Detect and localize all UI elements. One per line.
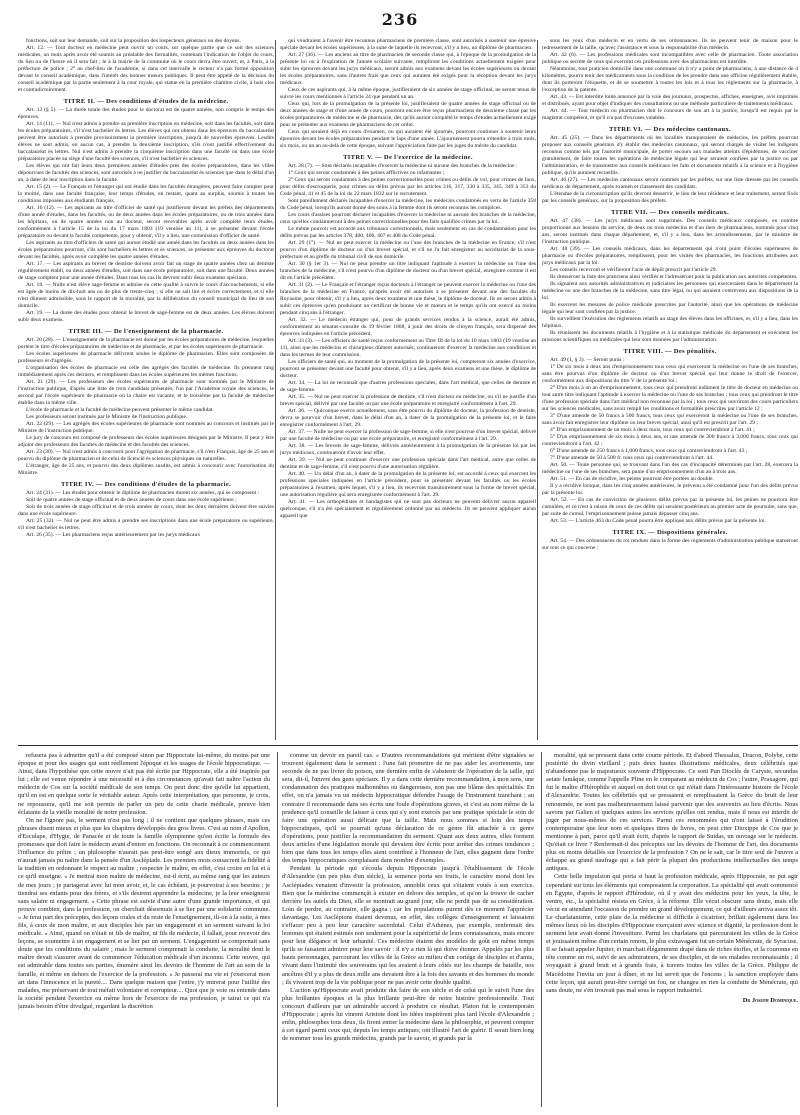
law-paragraph: L'organisation des écoles de pharmacie est celle des agrégés des facultés de médecine. Ils prennent rang immédiatement après ces derniers, et remplissent dans les écoles supérieures les mêmes fonctions.: [18, 365, 274, 378]
law-paragraph: Le jury de concours est composé de professeurs des écoles supérieures désignés par le Ministre. Il peut y être adjoint des professeurs des facultés de médecine et des facultés des sciences.: [18, 435, 274, 448]
column-divider: [275, 40, 276, 740]
law-paragraph: 2° D'un mois à un an d'emprisonnement, tous ceux qui prendront indûment le titre de docteur en médecine ou tout autre titre indiquant l'aptitude à exercer la médecine ou l'une de ses branches ; tous ceux qui prendront le titre d'une profession spéciale dans l'art médical non reconnue par la loi ; tous ceux qui ouvriront des cours particuliers sur les sciences médicales, sans avoir rempli les conditions et formalités prescrites par l'article 12 ;: [542, 385, 798, 412]
column-divider: [277, 752, 278, 1107]
law-paragraph: Néanmoins, tout praticien domicilié dans une commune où il n'y a point de pharmaciens, à une distance de 4 kilomètres, pourra tenir des médicaments sous la condition de les prendre dans une officine régulièrement établie, dont ils porteront l'étiquette, et de se soumettre à toutes les lois et à tous les règlements sur la pharmacie, à l'exception de la patente.: [542, 66, 798, 93]
law-paragraph: qui voudraient à l'avenir être reconnus pharmaciens de première classe, sont autorisés à soutenir une épreuve spéciale devant les écoles supérieures, à la suite de laquelle ils recevront, s'il y a lieu, un diplôme de pharmacien.: [280, 38, 536, 51]
article-paragraph: refusera pas à admettre qu'il a été composé sinon par Hippocrate lui-même, du moins par une époque et pour des usages qui sont réellement l'époque et les usages de l'école hippocratique. — Ainsi, dans l'hypothèse que cette œuvre n'ait pas été écrite par Hippocrate, elle a été inspirée par lui ; elle est venue répondre à une nécessité et à des circonstances qu'avait fait naître l'action du médecin de Cos sur la société médicale de son temps. On peut donc dire qu'elle lui appartient, qu'il en est en quelque sorte le véritable auteur. Après cette interprétation, que personne, je crois, ne repoussera, qu'il me soit permis de parler un peu de cette charte médicale, preuve bien éclatante de la vieille moralité de notre profession.: [18, 752, 270, 816]
section-heading: TITRE VIII. — Des pénalités.: [623, 348, 717, 355]
section-heading: TITRE VI. — Des médecins cantonaux.: [609, 126, 731, 133]
law-paragraph: Art. 32. — Le médecin étranger qui, pour de grands services rendus à la science, aurait été admis, conformément au sénatus-consulte du 19 février 1808, à jouir des droits de citoyen français, sera dispensé des épreuves indiquées en l'article précédent.: [280, 317, 536, 337]
article-paragraph: comme un devoir en pareil cas. » D'autres recommandations qui méritent d'être signalées se trouvent également dans le serment : l'une fait promettre de ne pas aider les avortements, une seconde de ne pas livrer du poison, une dernière enfin de s'abstenir de l'opération de la taille, qui sera, dit-il, l'œuvre des gens spéciaux. Il y a dans cette dernière recommandation, à mon sens, une condamnation des pratiques malhonnêtes ou dangereuses, non pas une blâme des spécialités. En effet, on n'a jamais vu un médecin hippocratique défendre l'usage de l'instrument tranchant ; au contraire il recommande dans ses écrits une foule d'opérations graves, et c'est au nom même de la prudence qu'il conseille de laisser à ceux qui s'y sont exercés par une pratique spéciale le soin de faire une opération aussi délicate que la taille. Mais nous sommes si loin des temps hippocratiques, qu'il se pourrait qu'une déclaration de ce genre fût attachée à ce genre d'opérations, pour justifier la recommandation du serment. Quant aux deux autres, elles forment deux articles d'une législation morale qui devaient être écrits pour arrêter des crimes tendances ; bien que dans tous les temps elles aient contribué à l'honneur de l'art, elles gagnent dans l'ordre des temps hippocratiques complaisant dans nombre d'exemples.: [282, 752, 534, 865]
law-paragraph: 5° D'un emprisonnement de six mois à deux ans, et une amende de 300 francs à 3,000 francs, tous ceux qui contreviendront à l'art. 42 ;: [542, 434, 798, 447]
law-paragraph: Art. 54. — Des ordonnances du roi rendues dans la forme des règlements d'administration publique statueront sur tout ce qui concerne :: [542, 538, 798, 551]
law-paragraph: Art. 47 (38). — Les jurys médicaux sont supprimés. Des conseils médicaux composés, en nombre proportionné aux besoins du service, de deux ou trois médecins et d'un tiers de pharmaciens, nommés pour cinq ans, seront institués dans chaque département, et, s'il y a lieu, dans les arrondissements, par le ministre de l'instruction publique.: [542, 218, 798, 245]
law-paragraph: Art. 14 (11). — Nul n'est admis à prendre sa première inscription en médecine, soit dans les facultés, soit dans les écoles préparatoires, s'il n'est bachelier ès lettres. Les élèves qui ont obtenu dans les épreuves du baccalauréat peuvent être autorisés à prendre provisoirement la première inscription, jusqu'à de nouvelles épreuves. Lesdits élèves ne sont admis, en aucun cas, à prendre la deuxième inscription, s'ils n'ont justifié effectivement du baccalauréat ès lettres. Nul n'est admis à prendre la cinquième inscription dans une faculté ou dans une école préparatoire placée au siège d'une faculté des sciences, s'il n'est bachelier ès sciences.: [18, 121, 274, 162]
law-paragraph: Ceux qui seraient déjà en cours d'examen, ou qui auraient été ajournés, pourront continuer à soutenir leurs épreuves devant les écoles préparatoires pendant le laps d'une année. L'ajournement pourra s'étendre à trois mois, six mois, ou un an au-delà de cette époque, suivant l'appréciation faite par les juges du mérite du candidat.: [280, 129, 536, 149]
article-paragraph: moralité, qui se pressent dans cette courte période. Et d'abord Thessalus, Dracon, Polybe, cette postérité du divin vieillard ; puis deux hautes illustrations médicales, deux célébrités que n'abandonne pas le majestueux souvenir d'Hippocrate. Ce sont Pun Dioclès de Caryste, secundus aetate famâque, comme l'appelle Pline en le comparant au médecin de Cos ; l'autre, Praxagore, qui fut le maître d'Hérophile et auquel on doit tout ce qui n'était dans l'intéressante histoire de l'école d'Alexandrie. Toutes les célébrités qui se pressaient et remplissaient la Grèce du bruit de leur renommée, ne sont pas malheureusement laissé parvenir que des souvenirs au lieu d'écrits. Nous savons par Galien et quelques autres les services qu'elles ont rendus, mais il nous est interdit de juger par nous-mêmes de ces services. Parmi ces renommées qui n'ont laissé à l'érudition contemporaine que leur nom et quelques titres de livres, on peut citer Dioxippe de Cos que je mentionne à part, parce qu'il avait écrit, d'après le rapport de Suidas, un ouvrage sur le médecin. Qu'était ce livre ? Renfermait-il des préceptes sur les devoirs de l'homme de l'art, des documents plus ou moins détaillés sur l'exercice de la profession ? On ne le sait, car le titre seul de l'œuvre a échappé au grand naufrage qui a fait périr la plupart des productions intellectuelles des temps antiques.: [546, 752, 798, 873]
article-column-1: [18, 752, 270, 1107]
law-paragraph: Les élèves qui ont fait leurs deux premières années d'études près des écoles préparatoires, dans les villes dépourvues de facultés des sciences, sont autorisés à ne justifier du baccalauréat ès sciences que dans le délai d'un an, à dater de leur inscription dans la faculté.: [18, 163, 274, 183]
law-paragraph: Art. 21 (29). — Les professeurs des écoles supérieures de pharmacie sont nommés par le Ministre de l'instruction publique, d'après une liste de trois candidats présentés, l'un par l'Académie royale des sciences, le second par l'école supérieure de pharmacie où la chaire est vacante, et le troisième par la faculté de médecine établie dans la même ville.: [18, 379, 274, 406]
law-paragraph: Art. 22 (29). — Les agrégés des écoles supérieures de pharmacie sont nommés au concours et institués par le Ministre de l'instruction publique.: [18, 421, 274, 434]
law-paragraph: Art. 48 (39). — Les conseils médicaux, dans les départements qui n'ont point d'écoles supérieures de pharmacie ou d'écoles préparatoires, remplissent, pour les visites des pharmacies, les fonctions attribuées aux jurys médicaux par la loi.: [542, 246, 798, 266]
section-divider: [18, 745, 798, 746]
section-heading: TITRE VII. — Des conseils médicaux.: [611, 209, 729, 216]
law-paragraph: Art. 38. — Les brevets de sage-femme, délivrés antérieurement à la promulgation de la présente loi par les jurys médicaux, continueront d'avoir leur effet.: [280, 443, 536, 456]
law-paragraph: Les conseils recevront et vérifieront l'acte de dépôt prescrit par l'article 29.: [550, 267, 717, 273]
article-column-3: [546, 752, 798, 1107]
law-paragraph: Art. 18. — Nulle n'est élève sage-femme et admise en cette qualité à suivre le cours d'accouchements, si elle est âgée de moins de dix-huit ans ou de plus de trente-cinq ; si elle ne sait lire et écrire correctement, et si elle n'est dûment admissible, sous le rapport de la moralité, par la délibération du conseil municipal du lieu de son domicile.: [18, 282, 274, 309]
law-paragraph: L'étendue de la circonscription qu'ils devront desservir, le lieu de leur résidence et leur traitement, seront fixés par les conseils généraux, sur la proposition des préfets.: [542, 191, 798, 204]
law-paragraph: Le même pouvoir est accordé aux tribunaux correctionnels, mais seulement en cas de condamnation pour les délits prévus par les articles 378, 400, 406, 407 et 408 du Code pénal.: [280, 226, 536, 239]
law-paragraph: Ils dresseront la liste des praticiens ainsi vérifiés et l'adresseront pour la publication aux autorités compétentes.: [550, 274, 798, 280]
law-paragraph: 2° Ceux qui seront condamnés à des peines correctionnelles pour crimes ou délits de vol, pour crimes de faux, pour délits d'escroquerie, pour crimes ou délits prévus par les articles 316, 317, 330 à 335, 345, 349 à 353 du Code pénal, 41 et 45 de la loi du 22 mars 1832 sur le recrutement.: [280, 177, 536, 197]
article-paragraph: Cette belle impulsion qui porta si haut la profession médicale, après Hippocrate, ne put agir cependant sur tous les éléments qui composaient la corporation. La spécialité qui avait commencé en Égypte, d'après le rapport d'Hérodote, où il y avait des médecins pour les yeux, la tête, le ventre, etc., la spécialité résista en Grèce, à la réforme. Elle vécut obscure sans doute, mais elle vécut en attendant l'occasion de prendre un grand développement, ce qui d'ailleurs arriva assez tôt. Le charlatanisme, cette plaie de la médecine si difficile à cicatriser, brillait également dans les mêmes lieux où les disciples d'Hippocrate exerçaient avec science et dignité, la profession dont le serment leur avait donné l'investiture. Parmi les charlatans qui parcouraient les villes de la Grèce et jouissaient même d'un certain renom, le plus extravagant fut un certain Ménécrate, de Syracuse. Il se faisait appeler Jupiter, et marchait élégamment drapé dans de riches étoffes, et la couronne en tête comme un roi, suivi de ses admirateurs, de ses disciples, et de ses malades reconnaissants ; il voyageait à grand bruit et à grands frais, à travers toutes les villes de la Grèce. Philippe de Macédoine l'invita un jour à dîner, et ne lui servit que de l'encens ; la sanction employée dans cette leçon, qui aurait peut-être corrigé un fou, ne changea en rien la conduite de Ménécrate, qui sans doute, ne s'en trouvait pas mal sous le rapport industriel.: [546, 873, 798, 994]
law-column-3: [542, 38, 798, 740]
law-paragraph: Art. 27 (36). — Les anciens au titre de pharmacien de seconde classe qui, à l'époque de la promulgation de la présente loi ou à l'expiration de l'année scolaire suivante, rempliront les conditions actuellement exigées pour subir les épreuves devant les jurys médicaux, seront admis aux examens devant les écoles supérieures ou devant les écoles préparatoires, sans d'autres frais que ceux qui auraient été exigés pour la réception devant les jurys médicaux.: [280, 52, 536, 86]
page-number: 236: [381, 10, 419, 29]
law-paragraph: Art. 40. — Un délai d'un an, à dater de la promulgation de la présente loi, est accordé à ceux qui exercent les professions spéciales indiquées en l'article précédent, pour se présenter devant les facultés ou les écoles préparatoires à l'examen, après lequel, s'il y a lieu, ils recevront transitoirement sous la forme de brevet spécial, une autorisation régulière qui sera enregistrée conformément à l'art. 29.: [280, 471, 536, 498]
law-paragraph: 1° De six mois à deux ans d'emprisonnement tous ceux qui exerceront la médecine ou l'une de ses branches, sans être pourvus d'un diplôme de docteur ou d'un brevet spécial qui leur donne le droit de l'exercer, conformément aux dispositions du titre V de la présente loi ;: [542, 364, 798, 384]
law-paragraph: Art. 39. — Nul ne peut continuer d'exercer une profession spéciale dans l'art médical, autre que celles de dentiste et de sage-femme, s'il n'est pourvu d'une autorisation régulière.: [280, 457, 536, 470]
article-paragraph: Pendant la période qui s'écoula depuis Hippocrate jusqu'à l'établissement de l'école d'Alexandrie (un peu plus d'un siècle), la semence porta ses fruits, le caractère moral dont les Asclépiades venaient d'investir la profession, annoblit ceux qui s'étaient voués à son exercice. Bien que la médecine commençât à exister en dehors des temples, et qu'on la trouve de cacher derrière les autels du Dieu, elle se montrait au grand jour, elle ne perdit pas de sa considération. Loin de perdre, au contraire, elle gagna ; car les populations purent dès ce moment l'apprécier davantage. Les Asclépions étaient devenus, en effet, des collèges d'enseignement et laissaient s'effacer peu à peu leur caractère sacerdotal. Celui d'Athènes, par exemple, renfermait des hommes qui étaient estimés non seulement pour la supériorité de leurs connaissances, mais encore pour leur élégance et leur urbanité. Ces médecins étaient des modèles de goût en même temps qu'ils se faisaient admirer pour leur savoir : il n'y a rien là qui doive étonner. Appelés par les plus hauts personnages, parcourant les villes de la Grèce au milieu d'un cortège de disciples et d'amis, vivant dans l'intimité des souverains qui les avaient à leurs côtés sur les champs de bataille, nos ancêtres d'il y a plus de deux mille ans devaient être à la fois des savants et des hommes du monde ; ils vivaient trop de la vie publique pour ne pas avoir cette double qualité.: [282, 865, 534, 986]
law-paragraph: Art. 24 (31). — Les études pour obtenir le diplôme de pharmacien durent six années, qui se composent :: [26, 490, 260, 496]
article-paragraph: L'action qu'Hippocrate avait produite dut faire de son siècle et de celui qui le suivit l'une des plus brillantes époques et la plus brillante peut-être de notre histoire professionnelle. Tout concourt d'ailleurs par un admirable accord à produire ce résultat. Platon fut le contemporain d'Hippocrate ; après lui vinrent Aristote dont les idées inspirèrent plus tard l'école d'Alexandrie ; enfin, philosophes tous deux, ils firent entrer la médecine dans la philosophie, et peuvent compter à cet égard parmi ceux qui, depuis les temps antiques, ont illustré l'art de guérir. Il serait bien long de nommer tous les grands médecins, grands par le savoir, et grands par la: [282, 986, 534, 1043]
column-divider: [541, 752, 542, 1107]
law-paragraph: Les écoles supérieures de pharmacie délivrent seules le diplôme de pharmacien. Elles sont composées de professeurs et d'agrégés.: [18, 351, 274, 364]
law-paragraph: Ils surveillent l'exécution des règlements relatifs au stage des élèves dans les officines, et, s'il y a lieu, dans les hôpitaux.: [542, 316, 798, 329]
law-paragraph: Sont pareillement déclarés incapables d'exercer la médecine, les médecins condamnés en vertu de l'article 358 du Code pénal, lorsqu'ils auront donné des soins à la femme dont ils seront reconnus les complices.: [280, 198, 536, 211]
law-paragraph: Ceux de ces aspirants qui, à la même époque, justifieraient de six années de stage officinal, ne seront tenus de suivre les cours mentionnés à l'article 24 que pendant un an.: [280, 87, 536, 100]
law-paragraph: 3° D'une amende de 50 francs à 500 francs, tous ceux qui exerceront la médecine ou l'une de ses branches, sans avoir fait enregistrer leur diplôme ou leur brevet spécial, ainsi qu'il est prescrit par l'art. 29 ;: [542, 413, 798, 426]
law-paragraph: Art. 50. — Toute personne qui, se trouvant dans l'un des cas d'incapacité déterminés par l'art. 28, exercera la médecine ou l'une de ses branches, sera punie d'un emprisonnement d'un an à trois ans.: [542, 462, 798, 475]
law-paragraph: Il y a récidive lorsque, dans les cinq années antérieures, le prévenu a été condamné pour l'un des délits prévus par la présente loi.: [542, 483, 798, 496]
law-paragraph: Les aspirants au titre d'officiers de santé qui auront étudié une année dans les facultés ou deux années dans les écoles préparatoires pourront, s'ils sont bacheliers ès lettres et ès sciences, se présenter aux épreuves du doctorat devant les facultés, après avoir complété les quatre années d'études.: [18, 240, 274, 260]
law-paragraph: Art. 28 (7). — Sont déclarés incapables d'exercer la médecine ni aucune des branches de la médecine :: [288, 163, 518, 169]
law-paragraph: Art. 43. — Est interdite toute annonce par la voie des journaux, prospectus, affiches, enseignes, avis imprimés et distribués, ayant pour objet d'indiquer des consultations ou une méthode particulière de traitements médicaux.: [542, 94, 798, 107]
law-paragraph: Art. 49 (1, § 3). — Seront punis :: [550, 357, 625, 363]
law-paragraph: Art. 35. — Nul ne peut exercer la profession de dentiste, s'il n'est docteur en médecine, ou s'il ne justifie d'un brevet spécial, délivré par une faculté ou par une école préparatoire et enregistré conformément à l'art. 29.: [280, 394, 536, 407]
law-paragraph: Ils réunissent les documents relatifs à l'hygiène et à la statistique médicale du département et exécutent les missions scientifiques ou médicales qui leur sont données par l'administration.: [542, 330, 798, 343]
law-paragraph: 6° D'une amende de 250 francs à 1,000 francs, tous ceux qui contreviendront à l'art. 43 ;: [550, 448, 748, 454]
law-paragraph: L'école de pharmacie et la faculté de médecine peuvent présenter le même candidat.: [26, 407, 214, 413]
law-paragraph: Art. 31 (2). — Le Français et l'étranger reçus docteurs à l'étranger ne peuvent exercer la médecine ou l'une des branches de la médecine en France, qu'après avoir été autorisés à se présenter devant une des facultés du Royaume, pour obtenir, s'il y a lieu, après deux examens et une thèse, le diplôme de docteur. Ils ne seront admis à subir ces épreuves qu'en produisant un certificat de bonne vie et mœurs et le temps qu'ils ont exercé au moins pendant cinq ans à l'étranger.: [280, 282, 536, 316]
law-paragraph: Art. 25 (32). — Nul ne peut être admis à prendre ses inscriptions dans une école préparatoire ou supérieure, s'il n'est bachelier ès lettres.: [18, 518, 274, 531]
law-paragraph: Art. 26 (35). — Les pharmaciens reçus antérieurement par les jurys médicaux: [26, 532, 201, 538]
law-paragraph: sous les yeux d'un médecin et en vertu de ses ordonnances. Ils ne peuvent tenir de maison pour le redressement de la taille, qu'avec l'assistance et sous la responsabilité d'un médecin.: [542, 38, 798, 51]
law-paragraph: Soit de trois années de stage officinal et de trois années de cours, dont les deux dernières doivent être suivies dans une école supérieure.: [18, 504, 274, 517]
law-paragraph: Art. 19. — La durée des études pour obtenir le brevet de sage-femme est de deux années. Les élèves doivent subir deux examens.: [18, 310, 274, 323]
law-paragraph: Art. 20 (28). — L'enseignement de la pharmacie est donné par les écoles préparatoires de médecine, lesquelles portent le titre d'écoles préparatoires de médecine et de pharmacie, et par les écoles supérieures de pharmacie.: [18, 337, 274, 350]
law-paragraph: Art. 37. — Nulle ne peut exercer la profession de sage-femme, si elle n'est pourvue d'un brevet spécial, délivré par une faculté de médecine ou par une école préparatoire, et enregistré conformément à l'art. 29.: [280, 429, 536, 442]
law-paragraph: 4° D'un emprisonnement de un mois à deux mois, tous ceux qui contreviendront à l'art. 41 ;: [550, 427, 755, 433]
law-paragraph: Art. 12. — Tout docteur en médecine peut ouvrir un cours, sur quelque partie que ce soit des sciences médicales, un mois après avoir été soumis au préalable des formalités, contenant l'indication de l'objet du cours, du lieu ou de l'heure où il sera fait ; le à la mairie de la commune où le cours devra être ouvert, et, à Paris, à la préfecture de police ; 2° au chef-lieu de l'académie, si dans cet intervalle le recteur n'a pas formé opposition devant le conseil académique, dans l'intérêt des bonnes mœurs publiques. Il peut être appelé de la décision du conseil académique par la partie seulement à la cour royale, qui statue en la première chambre civile, à huis clos et contradictoirement.: [18, 45, 274, 93]
law-paragraph: Ceux qui, lors de la promulgation de la présente loi, justifieraient de quatre années de stage officinal ou de deux années de stage et d'une année de cours, pourront encore être reçus pharmaciens de deuxième classe par les écoles préparatoires de médecine et de pharmacie, dès qu'ils auront complété le temps d'études actuellement exigé pour se présenter aux examens de pharmaciens de cet ordre.: [280, 101, 536, 128]
section-heading: TITRE V. — De l'exercice de la médecine.: [343, 154, 473, 161]
law-paragraph: Ils exercent les mesures de police médicale prescrites par l'autorité, ainsi que les opérations de médecine légale qui leur sont confiées par la justice.: [542, 302, 798, 315]
law-paragraph: Art. 45 (25). — Dans les départements où les localités manqueraient de médecins, les préfets pourront proposer aux conseils généraux d'y établir des médecins cantonaux, qui seront chargés de visiter les indigents reconnus comme tels par l'autorité municipale, de porter secours aux malades atteints d'épidémies, de vacciner gratuitement, de faire toutes les opérations de médecine légale qui leur seraient confiées par la justice ou par l'administration, et de transmettre aux conseils médicaux les faits et documents relatifs à la science et à l'hygiène publique, qu'ils auraient recueillis.: [542, 135, 798, 176]
article-column-2: [282, 752, 534, 1107]
law-paragraph: Art. 51. — En cas de récidive, les peines pourront être portées au double.: [550, 476, 714, 482]
section-heading: TITRE IX. — Dispositions générales.: [612, 529, 728, 536]
law-paragraph: Art. 46 (27). — Les médecins cantonaux seront nommés par les préfets, sur une liste dressée par les conseils médicaux de département, après examen et classement des candidats.: [542, 177, 798, 190]
law-paragraph: Art. 52. — En cas de conviction de plusieurs délits prévus par la présente loi, les peines ne pourront être cumulées, et ce n'est à raison de ceux de ces délits qui seraient postérieurs au premier acte de poursuite, sans que, par suite de cumul, l'emprisonnement puisse jamais dépasser cinq ans.: [542, 497, 798, 517]
section-heading: TITRE II. — Des conditions d'études de la médecine.: [63, 98, 229, 105]
article-paragraph: On ne l'ignore pas, le serment n'est pas long ; il ne contient que quelques phrases, mais ces phrases disent mieux et plus que les chapitres développés des gros livres. C'est au nom d'Apollon, d'Esculape, d'Hygie, de Panacée et de toute la famille olympienne qu'est écrite la formule des promesses que doit faire le médecin avant d'entrer en fonctions. On reconnaît à ce commencement l'influence du prêtre ; un philosophe n'aurait pas peut-être songé aux dieux immortels, ce qui n'aurait jamais pu naître dans la pensée d'un Asclépiade. Les premiers mots consacrent la fidélité à la tradition en ordonnant le respect au maître ; respecter le maître, en effet, c'est croire en lui et à ce qu'il enseigne. « Je mettrai mon maître de médecine, est-il écrit, au même rang que les auteurs de mes jours ; je partagerai avec lui mon avoir, et, le cas échéant, je pourvoirai à ses besoins ; je tiendrai ses enfants pour des frères, et s'ils désirent apprendre la médecine, je la leur enseignerai sans salaire ni engagement. » Cette phrase est suivie d'une autre d'une grande importance, et qui prouve combien, dans la profession, on cherchait désormais à se lier par une solidarité commune. « Je ferai part des préceptes, des leçons orales et du reste de l'enseignement, ili-on à la suite, à mes fils, à ceux de mon maître, et aux disciples liés par un engagement et un serment suivant la loi médicale. » Ainsi, quand on n'était ni fils de maître, ni fils de médecin, il fallait, pour recevoir des leçons, se soumettre à un engagement et se lier par un serment. L'engagement se comprenait sans doute que les conditions du salaire ; mais le serment comprenait la conduite, la moralité dont le maître devait s'assurer avant de commencer l'éducation médicale d'un inconnu. Cette œuvre, qui est admirable dans toutes ses parties, énumère ainsi les devoirs de l'homme de l'art au sein de la famille, et même en dehors de l'exercice de la profession. « Je passerai ma vie et j'exercerai mon art dans l'innocence et la pureté.... Dans quelque maison que j'entre, j'y entrerai pour l'utilité des malades, me préservant de tout méfait volontaire et corrupteur.... Quoi que je voie ou entende dans la société pendant l'exercice ou même hors de l'exercice de ma profession, je tairai ce qui n'a jamais besoin d'être divulgué, regardant la discrétion: [18, 816, 270, 1010]
law-paragraph: Art. 44. — Tout médecin ou pharmacien doit le concours de son art à la justice, lorsqu'il est requis par le magistrat compétent, et qu'il n'a pas d'excuses valables.: [542, 108, 798, 121]
law-paragraph: Art. 17. — Les aspirants au brevet de dentiste doivent avoir fait un stage de quatre années chez un dentiste régulièrement établi, ou deux années d'études, soit dans une école préparatoire, soit dans une faculté. Deux années de stage comptent pour une année d'études. Dans tous les cas ils devront subir deux examens spéciaux.: [18, 261, 274, 281]
law-paragraph: Soit de quatre années de stage officinal et de deux années de cours dans une école supérieure ;: [26, 497, 237, 503]
law-paragraph: Art. 53. — L'article 463 du Code pénal pourra être appliqué aux délits prévus par la présente loi.: [550, 518, 766, 524]
column-divider: [537, 40, 538, 740]
law-paragraph: Art. 42 (6). — Les professions médicales sont incompatibles avec celle de pharmacien. Toute association publique ou secrète de ceux qui exercent ces professions avec des pharmaciens est interdite.: [542, 52, 798, 65]
law-paragraph: Art. 16 (12). — Les aspirants au titre d'officier de santé qui justifieront devant les préfets des départements d'une année d'études, dans les facultés, ou de deux années dans les écoles préparatoires, ou de trois années dans les hôpitaux, ou de quatre années non au docteur, seront recevables après avoir complété leurs études, conformément à l'article 15 de la loi du 17 mars 1803 (19 ventôse an 11), à se présenter devant l'école préparatoire ou devant la faculté compétente, pour y obtenir, s'il y a lieu, une commission d'officier de santé.: [18, 205, 274, 239]
law-paragraph: L'étranger, âgé de 25 ans, et pourvu des deux diplômes susdits, est admis à concourir avec l'autorisation du Ministre.: [18, 463, 274, 476]
law-paragraph: Art. 33 (3). — Les officiers de santé reçus conformément au Titre III de la loi du 10 mars 1803 (19 ventôse an 11), ainsi que les médecins et chirurgiens dûment autorisés, continueront d'exercer la médecine aux conditions et dans les termes de leur commission.: [280, 338, 536, 358]
law-paragraph: Les cours d'assises pourront déclarer incapables d'exercer la médecine ni aucune des branches de la médecine, ceux qu'elles condamneront à des peines correctionnelles pour des faits qualifiés crimes par la loi.: [280, 212, 536, 225]
law-column-2: [280, 38, 536, 740]
law-paragraph: Art. 36. — Quiconque exerce actuellement, sans être pourvu du diplôme de docteur, la profession de dentiste, devra se pourvoir d'un brevet, dans le délai d'un an, à dater de la promulgation de la présente loi, et le faire enregistrer conformément à l'art. 29.: [280, 408, 536, 428]
law-paragraph: Art. 29 (1°). — Nul ne peut exercer la médecine ou l'une des branches de la médecine en France, s'il n'est pourvu d'un diplôme de docteur ou d'un brevet spécial, et s'il ne l'a fait enregistrer au secrétariat de la sous-préfecture et au greffe du tribunal civil de son domicile.: [280, 240, 536, 260]
law-paragraph: fonctions, soit sur leur demande, soit sur la proposition des inspecteurs généraux ou des doyens.: [26, 38, 241, 44]
law-paragraph: 1° Ceux qui seront condamnés à des peines afflictives ou infamantes ;: [288, 170, 445, 176]
author-signature: Dr Joseph Dominique.: [742, 996, 798, 1004]
law-paragraph: Les professeurs seront institués par le Ministre de l'instruction publique.: [26, 414, 188, 420]
law-paragraph: Art. 41. — Les orthopédistes et bandagistes qui ne sont pas docteurs ne peuvent délivrer aucun appareil quelconque, s'il n'a été spécialement et régulièrement ordonné par un médecin. Ils ne peuvent appliquer aucun appareil que: [280, 499, 536, 519]
law-paragraph: Art. 30 (§ 1er 3). — Nul ne peut prendre un titre indiquant l'aptitude à exercer la médecine ou l'une des branches de la médecine, s'il n'est pourvu d'un diplôme de docteur ou d'un brevet spécial, enregistré comme il est dit en l'article précédent.: [280, 261, 536, 281]
section-heading: TITRE IV. — Des conditions d'études de la pharmacie.: [60, 481, 232, 488]
law-paragraph: Ils signalent aux autorités administratives et judiciaires les personnes qui exerceraient dans le département la médecine ou une des branches de la médecine, sans titre légal, ou qui auraient contrevenu aux dispositions de la loi.: [542, 281, 798, 301]
law-paragraph: 7° D'une amende de 50 à 500 fr. tous ceux qui contreviendront à l'art. 44.: [550, 455, 714, 461]
law-paragraph: Art. 15 (2). — Le Français et l'étranger qui ont étudié dans les facultés étrangères, peuvent faire compter pour la moitié, dans une faculté française, leur temps d'études, en restant, quant au surplus, soumis à toutes les conditions imposées aux étudiants français.: [18, 184, 274, 204]
law-paragraph: Art. 13 (§ 5). — La durée totale des études pour le doctorat est de quatre années, non compris le temps des épreuves.: [18, 107, 274, 120]
law-paragraph: Art. 34. — La loi ne reconnaît que d'autres professions spéciales, dans l'art médical, que celles de dentiste et de sage-femme.: [280, 380, 536, 393]
law-paragraph: Les officiers de santé qui, au moment de la promulgation de la présente loi, compteront six années d'exercice, pourront se présenter devant une faculté pour obtenir, s'il y a lieu, après deux examens et une thèse, le diplôme de docteur.: [280, 359, 536, 379]
law-paragraph: Art. 23 (30). — Nul n'est admis à concourir pour l'agrégation de pharmacie, s'il n'est Français, âgé de 25 ans et pourvu du diplôme de pharmacien et de celui de licencié ès sciences physiques ou naturelles.: [18, 449, 274, 462]
law-column-1: [18, 38, 274, 740]
section-heading: TITRE III. — De l'enseignement de la pharmacie.: [68, 328, 224, 335]
